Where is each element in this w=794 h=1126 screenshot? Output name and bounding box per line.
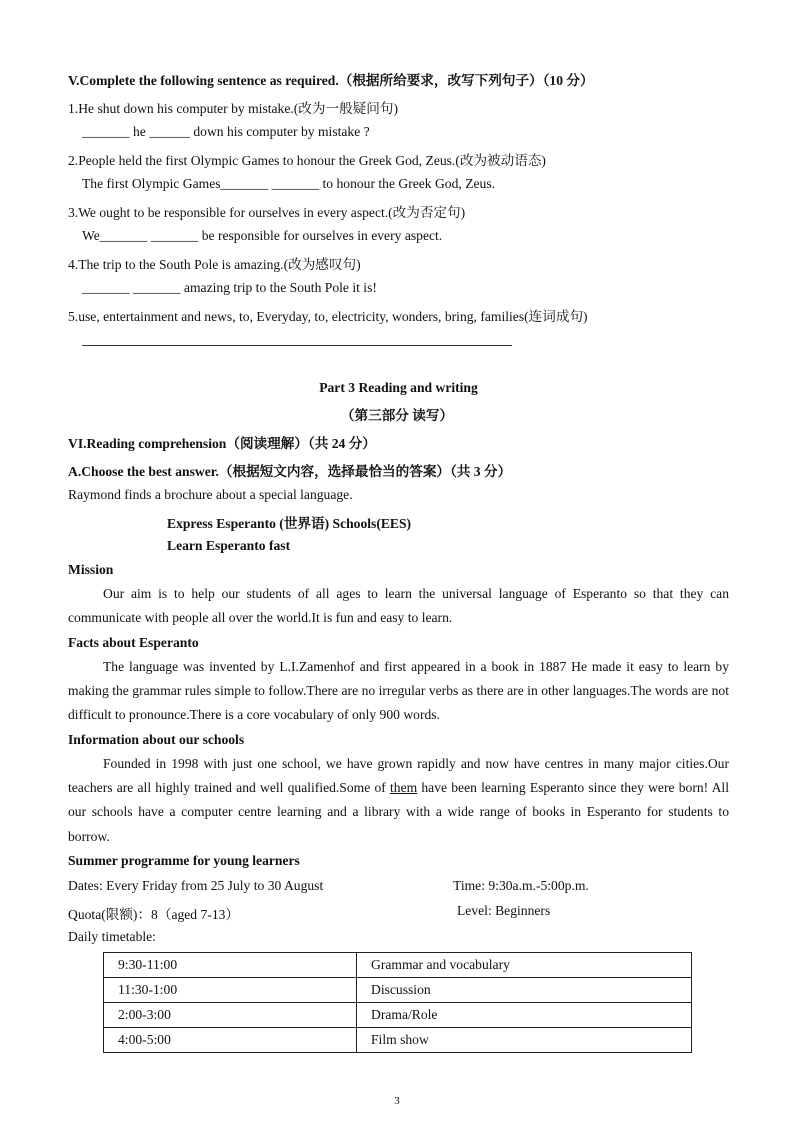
mission-heading: Mission [68, 562, 114, 577]
question-1-answer-line: _______ he ______ down his computer by mistake ? [82, 124, 370, 139]
question-1: 1.He shut down his computer by mistake.(改为一般疑问句) [68, 101, 398, 116]
section5-title: V.Complete the following sentence as required.（根据所给要求，改写下列句子）（10 分） [68, 73, 594, 88]
daily-timetable [103, 952, 692, 1053]
timetable-time: 4:00-5:00 [104, 1028, 357, 1053]
mission-paragraph: Our aim is to help our students of all ages to learn the universal language of Esperanto so that they can communicate with people all over the world.It is fun and easy to learn. [68, 586, 729, 626]
page-number: 3 [394, 1095, 400, 1107]
timetable-activity: Grammar and vocabulary [357, 953, 692, 978]
timetable-label: Daily timetable: [68, 929, 156, 944]
summer-heading: Summer programme for young learners [68, 853, 300, 868]
timetable-activity: Drama/Role [357, 1003, 692, 1028]
answer-rule-line [82, 345, 512, 346]
facts-paragraph: The language was invented by L.I.Zamenhof and first appeared in a book in 1887 He made it easy to learn by making the grammar rules simple to follow.There are no irregular verbs as there are in other languages.The words are not difficult to pronounce.There is a core vocabulary of only 900 words. [68, 659, 729, 723]
question-5: 5.use, entertainment and news, to, Everyday, to, electricity, wonders, bring, families(连词成句) [68, 309, 588, 324]
timetable-time: 9:30-11:00 [104, 953, 357, 978]
part3-subtitle: （第三部分 读写） [340, 408, 454, 423]
section6-title: VI.Reading comprehension（阅读理解）（共 24 分） [68, 436, 376, 451]
question-4-answer-line: _______ _______ amazing trip to the South Pole it is! [82, 280, 377, 295]
programme-quota: Quota(限额)：8（aged 7-13） [68, 907, 240, 922]
table-row [104, 953, 692, 978]
programme-dates: Dates: Every Friday from 25 July to 30 August [68, 878, 324, 893]
timetable-activity: Discussion [357, 978, 692, 1003]
schools-text-part2: have been learning Esperanto since they were born! All our schools have a computer centre learning and a library with a wide range of books in Esperanto for students to borrow. [68, 780, 729, 844]
table-row [104, 1028, 692, 1053]
schools-heading: Information about our schools [68, 732, 245, 747]
question-3-answer-line: We_______ _______ be responsible for ourselves in every aspect. [82, 228, 443, 243]
underlined-word-them: them [390, 780, 418, 796]
programme-level: Level: Beginners [457, 903, 551, 918]
brochure-subtitle: Learn Esperanto fast [167, 538, 291, 553]
passage-intro: Raymond finds a brochure about a special language. [68, 487, 353, 502]
question-4: 4.The trip to the South Pole is amazing.(改为感叹句) [68, 257, 361, 272]
timetable-activity: Film show [357, 1028, 692, 1053]
schools-text-part1: Founded in 1998 with just one school, we have grown rapidly and now have centres in many major cities.Our teachers are all highly trained and well qualified.Some of [68, 756, 729, 796]
part3-title: Part 3 Reading and writing [319, 380, 478, 395]
question-2: 2.People held the first Olympic Games to honour the Greek God, Zeus.(改为被动语态) [68, 153, 546, 168]
timetable-time: 2:00-3:00 [104, 1003, 357, 1028]
table-row [104, 978, 692, 1003]
brochure-title: Express Esperanto (世界语) Schools(EES) [167, 516, 412, 531]
part-a-instructions: A.Choose the best answer.（根据短文内容，选择最恰当的答案）（共 3 分） [68, 464, 512, 479]
table-row [104, 1003, 692, 1028]
question-3: 3.We ought to be responsible for ourselves in every aspect.(改为否定句) [68, 205, 466, 220]
question-2-answer-line: The first Olympic Games_______ _______ to honour the Greek God, Zeus. [82, 176, 496, 191]
schools-paragraph [68, 752, 729, 849]
facts-heading: Facts about Esperanto [68, 635, 199, 650]
timetable-time: 11:30-1:00 [104, 978, 357, 1003]
programme-time: Time: 9:30a.m.-5:00p.m. [453, 878, 589, 893]
